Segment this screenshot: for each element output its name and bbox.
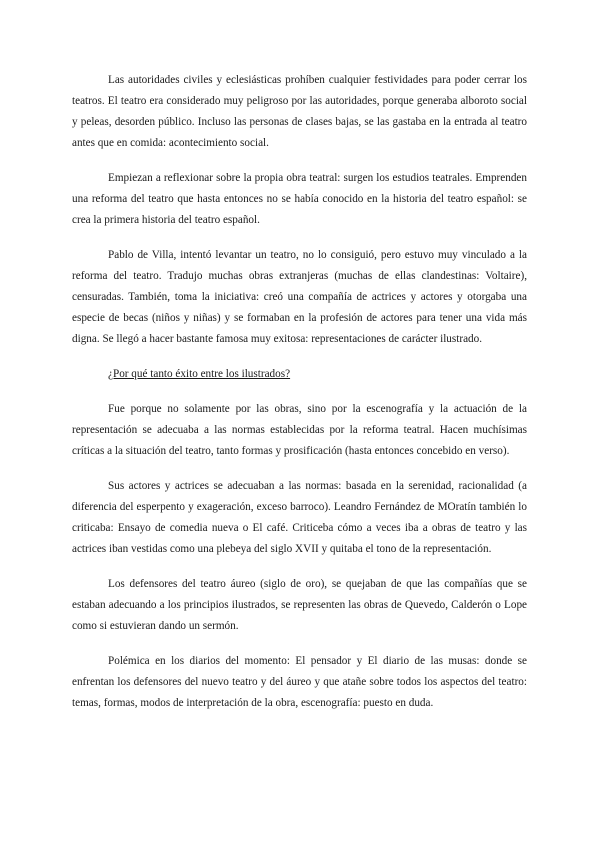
paragraph-pablo-de-villa: Pablo de Villa, intentó levantar un teatro, no lo consiguió, pero estuvo muy vinculado a la reforma del teatro. Tradujo muchas obras extranjeras (muchas de ellas clandestinas: Voltaire), censuradas. También, toma la iniciativa: creó una compañía de actrices y actores y otorgaba una especie de becas (niños y niñas) y se formaban en la profesión de actores para tener una vida más digna. Se llegó a hacer bastante famosa muy exitosa: representaciones de carácter ilustrado.	[72, 249, 527, 345]
paragraph-autoridades: Las autoridades civiles y eclesiásticas prohíben cualquier festividades para poder cerrar los teatros. El teatro era considerado muy peligroso por las autoridades, porque generaba alboroto social y peleas, desorden público. Incluso las personas de clases bajas, se las gastaba en la entrada al teatro antes que en comida: acontecimiento social.	[72, 74, 527, 149]
section-heading	[72, 364, 527, 385]
paragraph-actores: Sus actores y actrices se adecuaban a las normas: basada en la serenidad, racionalidad (a diferencia del esperpento y exageración, exceso barroco). Leandro Fernández de MOratín también lo criticaba: Ensayo de comedia nueva o El café. Criticeba cómo a veces iba a obras de teatro y las actrices iban vestidas como una plebeya del siglo XVII y quitaba el tono de la representación.	[72, 480, 527, 555]
document-body	[72, 70, 527, 728]
paragraph-escenografia: Fue porque no solamente por las obras, sino por la escenografía y la actuación de la representación se adecuaba a las normas establecidas por la reforma teatral. Hacen muchísimas críticas a la situación del teatro, tanto formas y prosificación (hasta entonces concebido en verso).	[72, 403, 527, 457]
paragraph-polemica: Polémica en los diarios del momento: El pensador y El diario de las musas: donde se enfrentan los defensores del nuevo teatro y del áureo y que atañe sobre todos los aspectos del teatro: temas, formas, modos de interpretación de la obra, escenografía: puesto en duda.	[72, 655, 527, 709]
paragraph-teatro-aureo: Los defensores del teatro áureo (siglo de oro), se quejaban de que las compañías que se estaban adecuando a los principios ilustrados, se representen las obras de Quevedo, Calderón o Lope como si estuvieran dando un sermón.	[72, 578, 527, 632]
paragraph-reflexionar: Empiezan a reflexionar sobre la propia obra teatral: surgen los estudios teatrales. Emprenden una reforma del teatro que hasta entonces no se había conocido en la historia del teatro español: se crea la primera historia del teatro español.	[72, 172, 527, 226]
section-heading-text: ¿Por qué tanto éxito entre los ilustrados?	[108, 368, 291, 380]
